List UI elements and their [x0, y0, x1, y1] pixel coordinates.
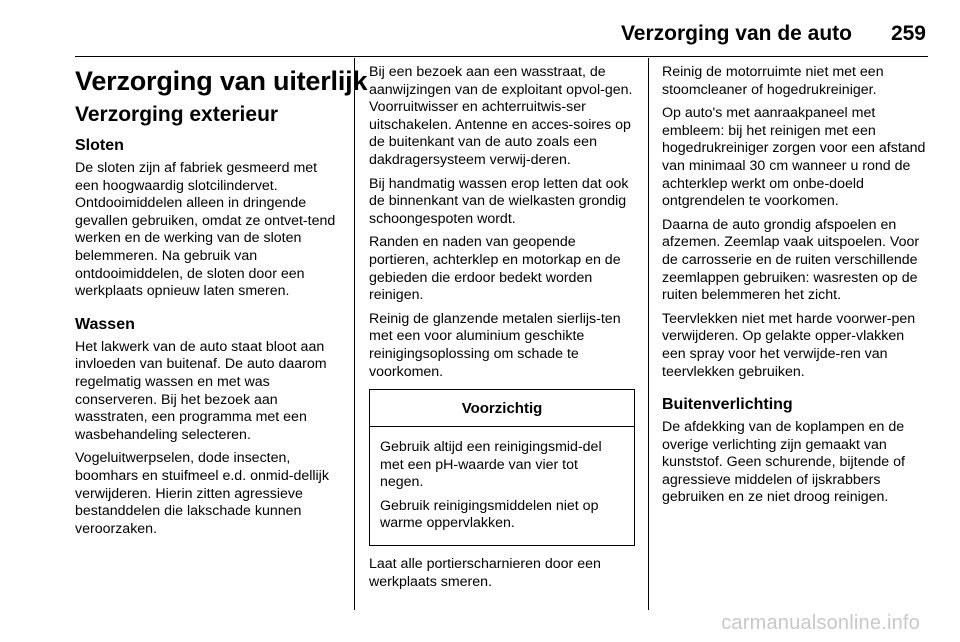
paragraph: Het lakwerk van de auto staat bloot aan invloeden van buitenaf. De auto daarom regelmatig wassen en met was conserveren. Bij het bezoek aan wasstraten, een programma met een wasbehandeling selecteren. [75, 338, 327, 443]
column-divider [648, 58, 649, 610]
section-title: Verzorging exterieur [75, 103, 279, 126]
paragraph: Vogeluitwerpselen, dode insecten, boomhars en stuifmeel e.d. onmid-dellijk verwijderen. Hierin zitten agressieve bestanddelen die lakschade kunnen veroorzaken. [75, 450, 329, 537]
running-header-title: Verzorging van de auto [620, 22, 852, 45]
paragraph: Bij een bezoek aan een wasstraat, de aanwijzingen van de exploitant opvol-gen. Voorruitwisser en achterruitwis-ser uitschakelen. Antenne en acces-soires op de buitenkant van de auto zoals een dakdragersysteem verwij-deren. [369, 64, 633, 168]
paragraph: Teervlekken niet met harde voorwer-pen verwijderen. Op gelakte opper-vlakken een spray voor het verwijde-ren van teervlekken gebruiken. [662, 310, 916, 380]
caution-box [369, 389, 635, 546]
caution-title: Voorzichtig [370, 390, 634, 427]
page-title: Verzorging van uiterlijk [75, 66, 368, 96]
paragraph: Randen en naden van geopende portieren, achterklep en motorkap en de gebieden die erdoor bedekt worden reinigen. [369, 234, 621, 304]
page-number: 259 [890, 22, 926, 45]
page-header [0, 0, 960, 62]
column-middle [369, 62, 635, 610]
paragraph: Op auto's met aanraakpaneel met embleem: bij het reinigen met een hogedrukreiniger zorgen voor een afstand van minimaal 30 cm wanneer u rond de achterklep werkt om onbe-doeld ontgrendelen te voorkomen. [662, 105, 926, 210]
column-right [662, 62, 928, 610]
heading-sloten: Sloten [75, 137, 124, 154]
caution-body [370, 427, 634, 545]
caution-paragraph: Gebruik altijd een reinigingsmid-del met een pH-waarde van vier tot negen. [380, 439, 602, 491]
paragraph: Reinig de motorruimte niet met een stoomcleaner of hogedrukreiniger. [662, 64, 884, 98]
paragraph: Daarna de auto grondig afspoelen en afzemen. Zeemlap vaak uitspoelen. Voor de carrosserie en de ruiten verschillende zeemlappen gebruiken: wasresten op de ruiten belemmeren het zicht. [662, 216, 920, 304]
watermark: carmanualsonline.info [721, 612, 920, 634]
paragraph: De sloten zijn af fabriek gesmeerd met een hoogwaardig slotcilindervet. Ontdooimiddelen alleen in dringende gevallen gebruiken, omdat ze ontvet-tend werken en de werking van de sloten belemmeren. Na gebruik van ontdooimiddelen, de sloten door een werkplaats opnieuw laten smeren. [75, 160, 336, 300]
header-divider [75, 56, 928, 57]
heading-wassen: Wassen [75, 315, 135, 333]
paragraph: Bij handmatig wassen erop letten dat ook de binnenkant van de wielkasten grondig schoongespoten wordt. [369, 175, 629, 227]
column-left [75, 62, 368, 610]
heading-buitenverlichting: Buitenverlichting [662, 396, 793, 414]
paragraph: Reinig de glanzende metalen sierlijs-ten met een voor aluminium geschikte reinigingsoplossing om schade te voorkomen. [369, 310, 621, 380]
paragraph: Laat alle portierscharnieren door een werkplaats smeren. [369, 556, 601, 590]
caution-paragraph: Gebruik reinigingsmiddelen niet op warme oppervlakken. [380, 497, 599, 532]
column-divider [354, 58, 355, 610]
paragraph: De afdekking van de koplampen en de overige verlichting zijn gemaakt van kunststof. Geen schurende, bijtende of agressieve middelen of ijskrabbers gebruiken en ze niet droog reinigen. [662, 419, 905, 506]
